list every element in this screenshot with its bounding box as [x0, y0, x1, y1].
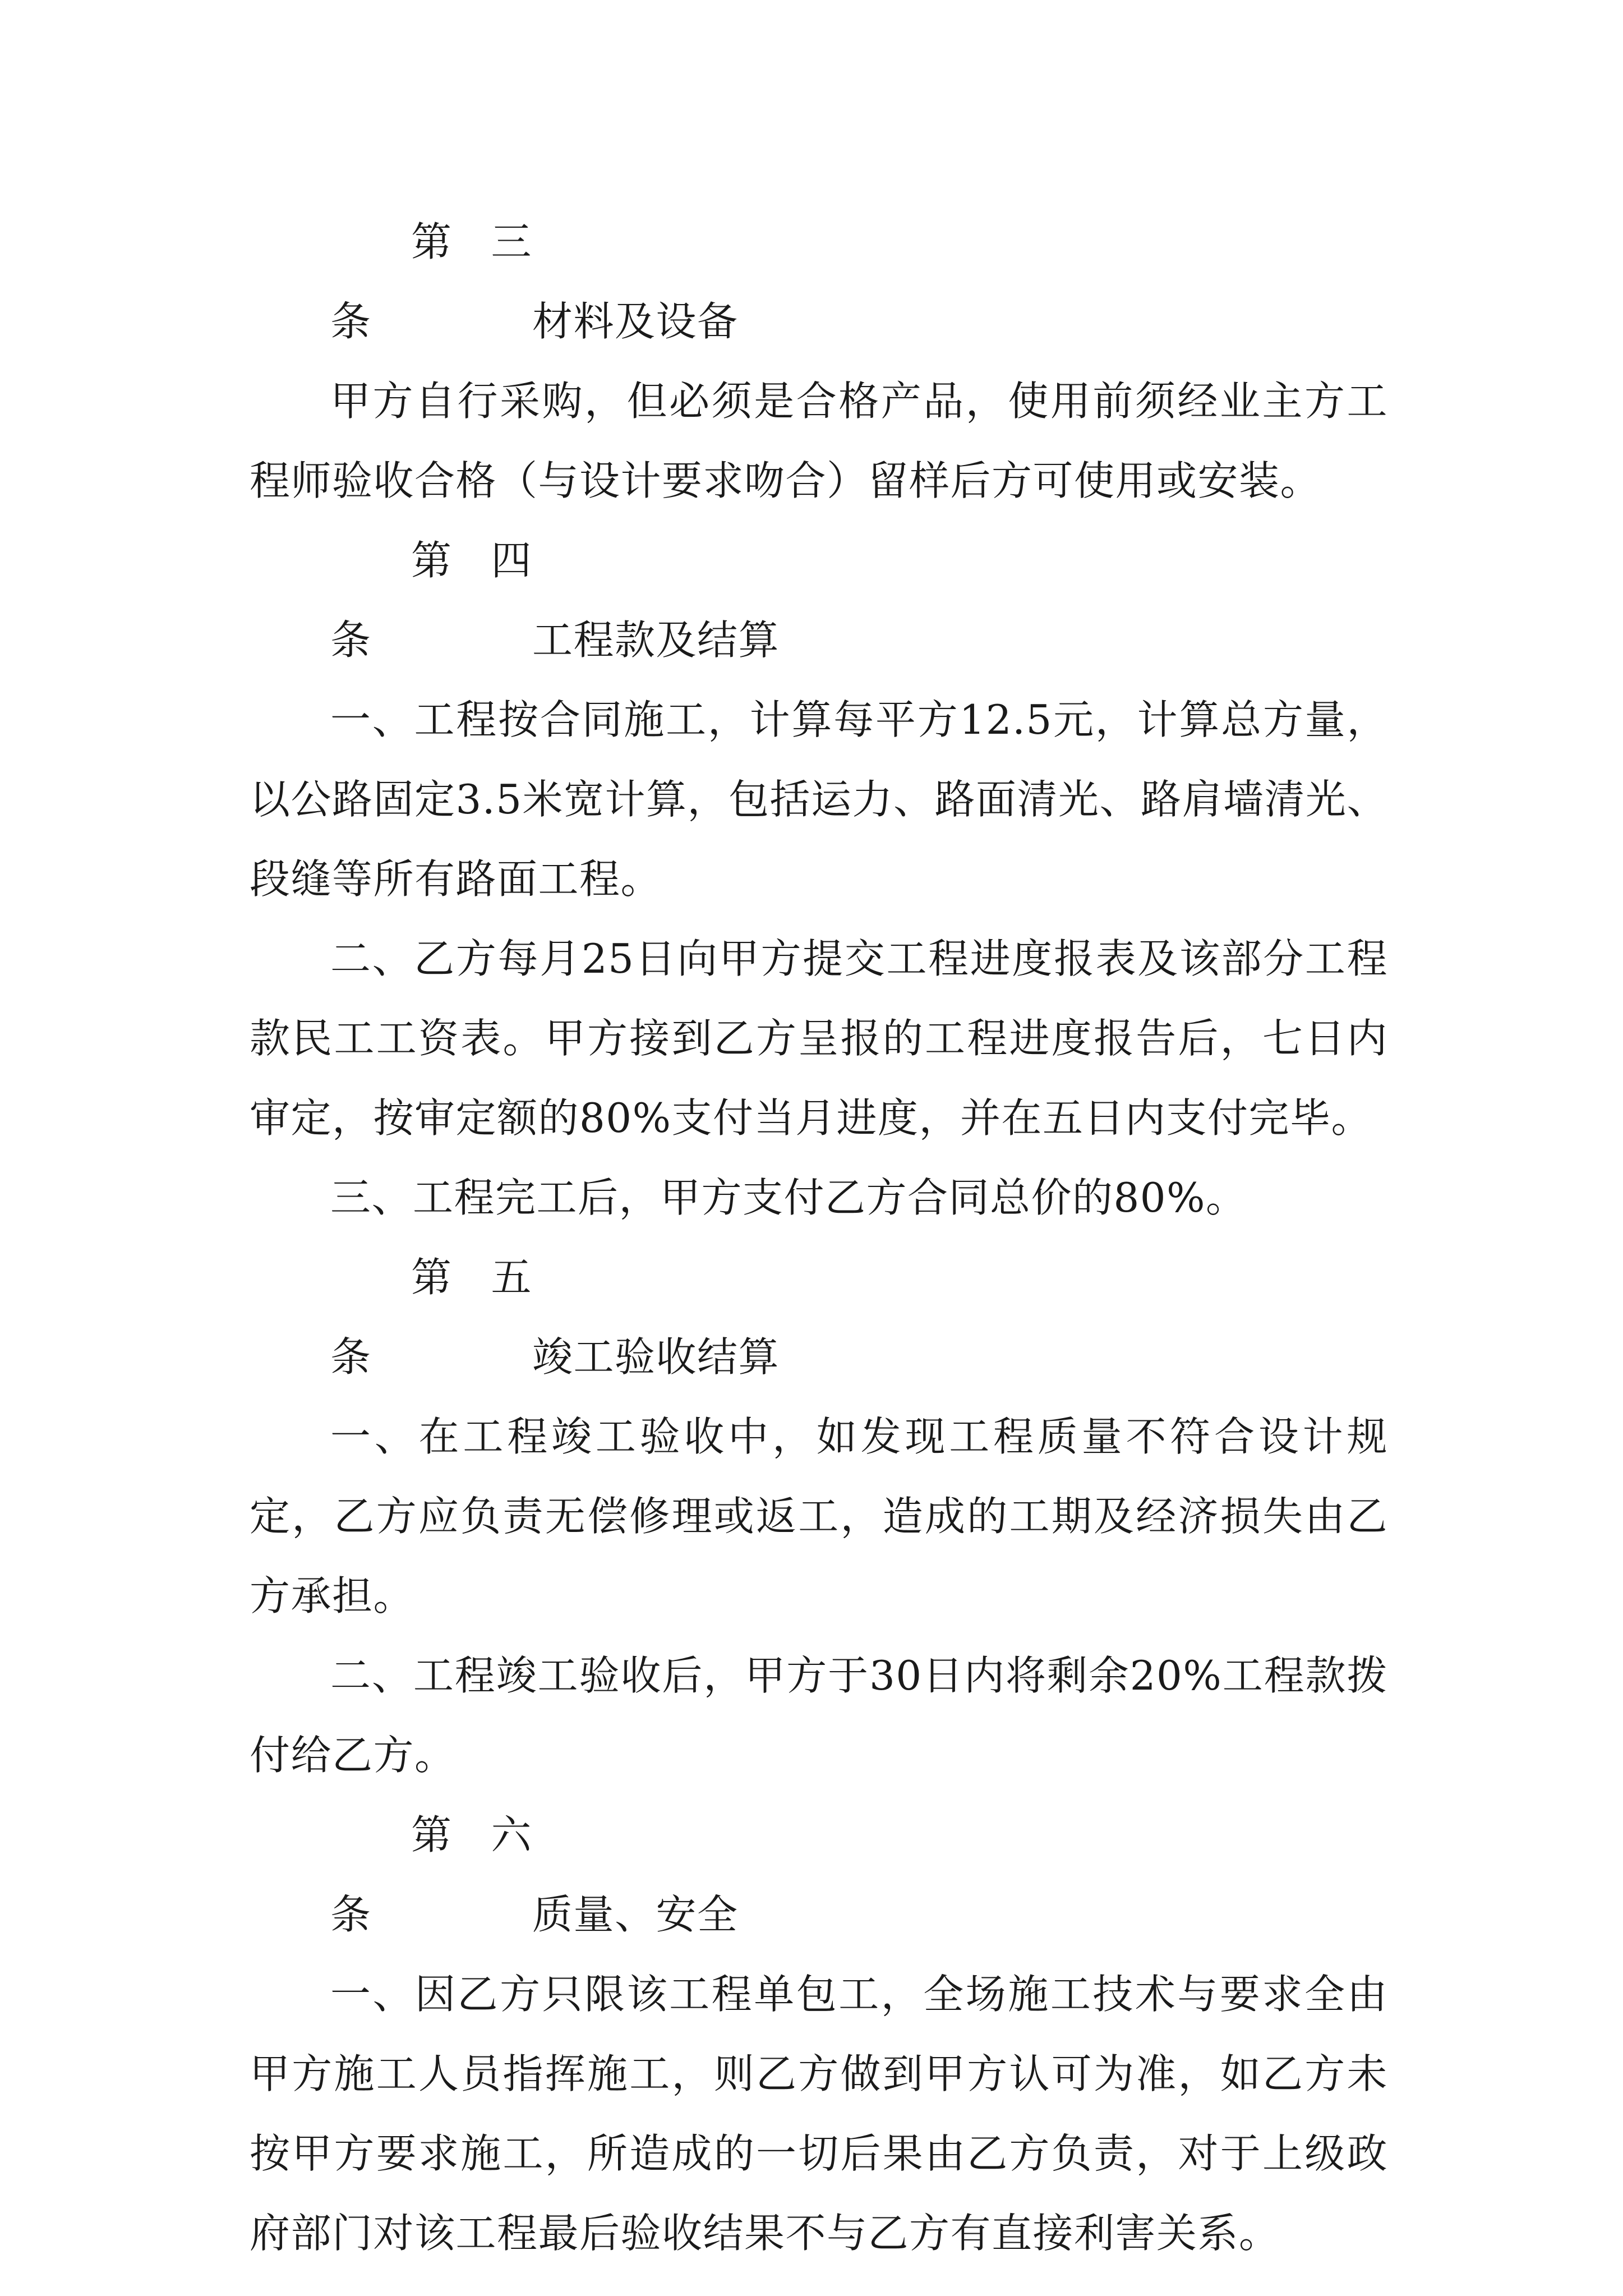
article-heading: [250, 1795, 1388, 1954]
article-heading: [250, 1237, 1388, 1397]
paragraph: 甲方自行采购，但必须是合格产品，使用前须经业主方工程师验收合格（与设计要求吻合）留样后方可使用或安装。: [250, 378, 1388, 504]
paragraph: 三、工程完工后，甲方支付乙方合同总价的80%。: [330, 1174, 1247, 1221]
paragraph: 二、工程竣工验收后，甲方于30日内将剩余20%工程款拨付给乙方。: [250, 1652, 1388, 1779]
article-number: 第四条: [330, 537, 532, 664]
article-title: 竣工验收结算: [532, 1333, 780, 1381]
article-heading: [250, 202, 1388, 361]
article-number: 第五条: [330, 1254, 532, 1381]
article-title: 质量、安全: [532, 1891, 739, 1938]
article-title: 工程款及结算: [532, 616, 780, 664]
article-number: 第三条: [330, 218, 532, 345]
paragraph: 二、乙方每月25日向甲方提交工程进度报表及该部分工程款民工工资表。甲方接到乙方呈报的工程进度报告后，七日内审定，按审定额的80%支付当月进度，并在五日内支付完毕。: [250, 935, 1388, 1142]
article-number: 第六条: [330, 1811, 532, 1938]
paragraph: 一、因乙方只限该工程单包工，全场施工技术与要求全由甲方施工人员指挥施工，则乙方做到甲方认可为准，如乙方未按甲方要求施工，所造成的一切后果由乙方负责，对于上级政府部门对该工程最后验收结果不与乙方有直接利害关系。: [250, 1971, 1388, 2257]
article-heading: [250, 521, 1388, 680]
paragraph: 一、工程按合同施工，计算每平方12.5元，计算总方量，以公路固定3.5米宽计算，包括运力、路面清光、路肩墙清光、段缝等所有路面工程。: [250, 696, 1389, 903]
article-title: 材料及设备: [532, 298, 739, 345]
document-body: [250, 202, 1388, 2273]
paragraph: 一、在工程竣工验收中，如发现工程质量不符合设计规定，乙方应负责无偿修理或返工，造成的工期及经济损失由乙方承担。: [250, 1413, 1388, 1619]
